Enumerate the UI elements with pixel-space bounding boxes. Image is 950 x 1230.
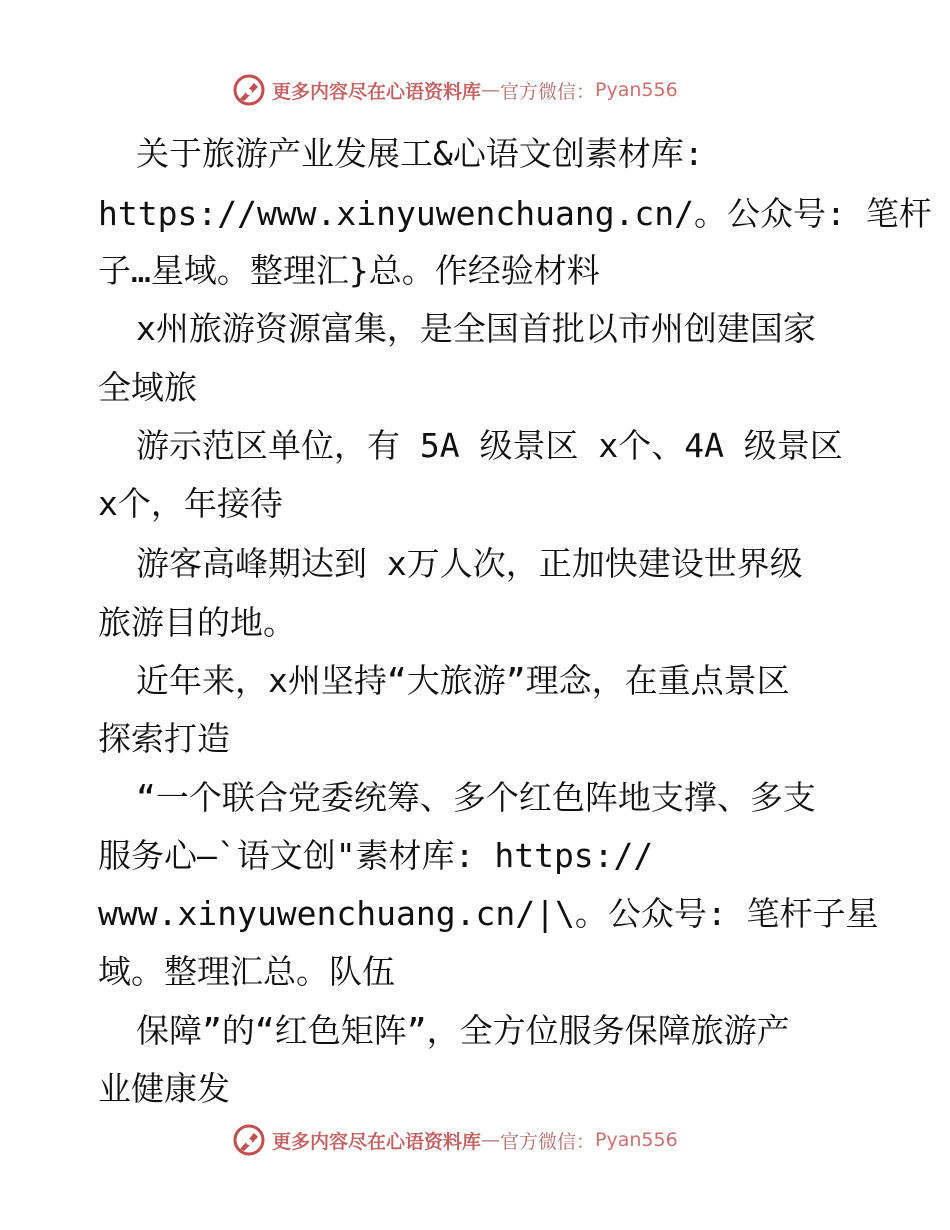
body-line: x州旅游资源富集，是全国首批以市州创建国家 xyxy=(136,309,816,348)
watermark-site-text: 更多内容尽在心语资料库 xyxy=(272,1130,482,1153)
watermark-separator: — xyxy=(481,79,501,101)
body-line: 保障”的“红色矩阵”，全方位服务保障旅游产 xyxy=(136,1011,790,1050)
body-line: 近年来，x州坚持“大旅游”理念，在重点景区 xyxy=(136,661,790,700)
body-line: 探索打造 xyxy=(98,719,230,758)
body-line: 全域旅 xyxy=(98,368,197,407)
header-watermark xyxy=(232,70,732,110)
pen-logo-icon xyxy=(232,1123,266,1157)
body-line: 服务心—`语文创"素材库: https:// xyxy=(98,836,654,875)
pen-logo-icon xyxy=(232,73,266,107)
body-line: 子…星域。整理汇}总。作经验材料 xyxy=(98,251,600,290)
watermark-wechat-label: 官方微信： xyxy=(500,80,596,103)
watermark-site-text: 更多内容尽在心语资料库 xyxy=(272,80,482,103)
body-line: “一个联合党委统筹、多个红色阵地支撑、多支 xyxy=(136,778,816,817)
body-line: x个，年接待 xyxy=(98,484,283,523)
footer-watermark xyxy=(232,1120,732,1160)
body-line: 关于旅游产业发展工&心语文创素材库: xyxy=(136,134,704,173)
body-line: www.xinyuwenchuang.cn/|\。公众号: 笔杆子星 xyxy=(98,894,879,933)
watermark-wechat-label: 官方微信： xyxy=(500,1130,596,1153)
body-line: https://www.xinyuwenchuang.cn/。公众号: 笔杆 xyxy=(98,194,932,233)
watermark-separator: — xyxy=(481,1129,501,1151)
watermark-wechat-id: Pyan556 xyxy=(595,1129,678,1151)
body-line: 域。整理汇总。队伍 xyxy=(98,952,395,991)
watermark-wechat-id: Pyan556 xyxy=(595,79,678,101)
body-line: 旅游目的地。 xyxy=(98,603,296,642)
body-line: 游示范区单位，有 5A 级景区 x个、4A 级景区 xyxy=(136,426,843,465)
body-line: 游客高峰期达到 x万人次，正加快建设世界级 xyxy=(136,544,803,583)
body-line: 业健康发 xyxy=(98,1069,230,1108)
